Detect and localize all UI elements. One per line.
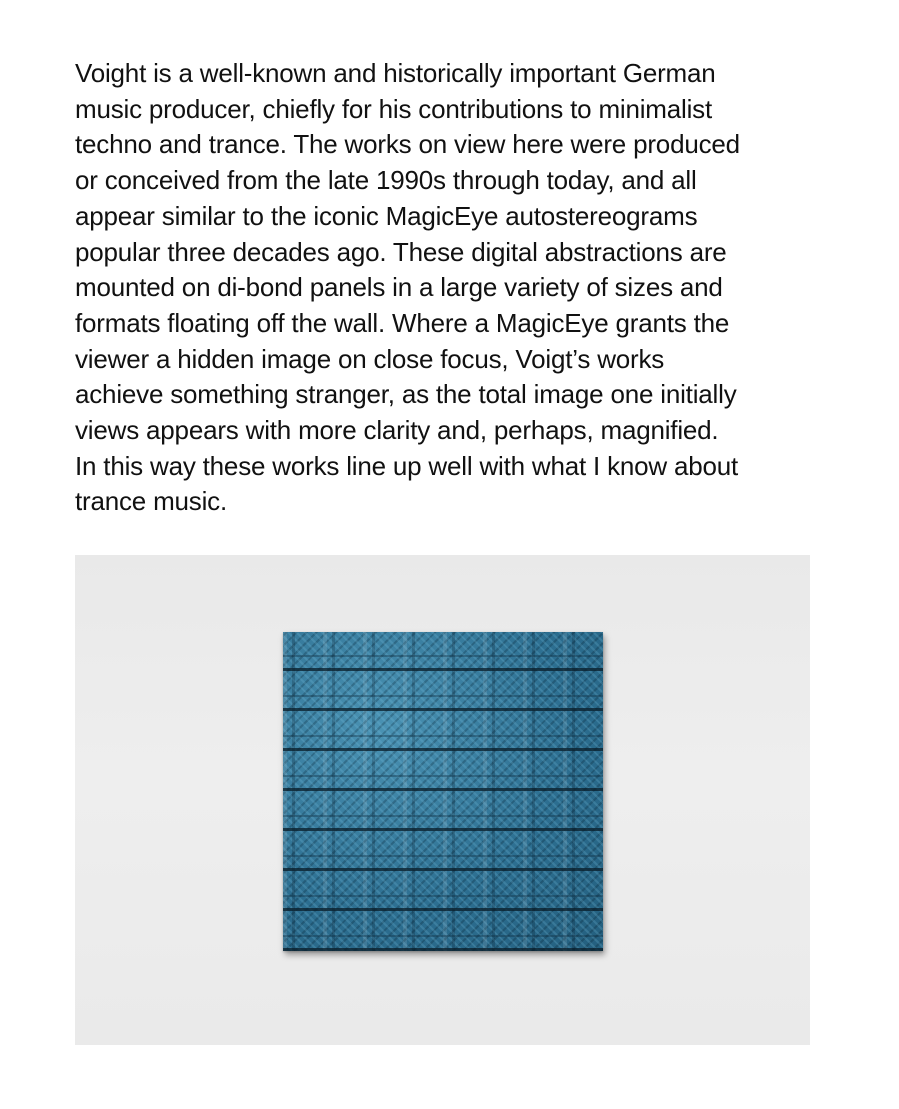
installation-photo <box>75 555 810 1045</box>
article-paragraph: Voight is a well-known and historically important German music producer, chiefly for his contributions to minimalist techno and trance. The works on view here were produced or conceived from the late 1990s through today, and all appear similar to the iconic MagicEye autostereograms popular three decades ago. These digital abstractions are mounted on di-bond panels in a large variety of sizes and formats floating off the wall. Where a MagicEye grants the viewer a hidden image on close focus, Voigt’s works achieve something stranger, as the total image one initially views appears with more clarity and, perhaps, magnified. In this way these works line up well with what I know about trance music. <box>75 58 740 517</box>
article-body <box>75 56 825 520</box>
autostereogram-artwork <box>283 632 603 951</box>
